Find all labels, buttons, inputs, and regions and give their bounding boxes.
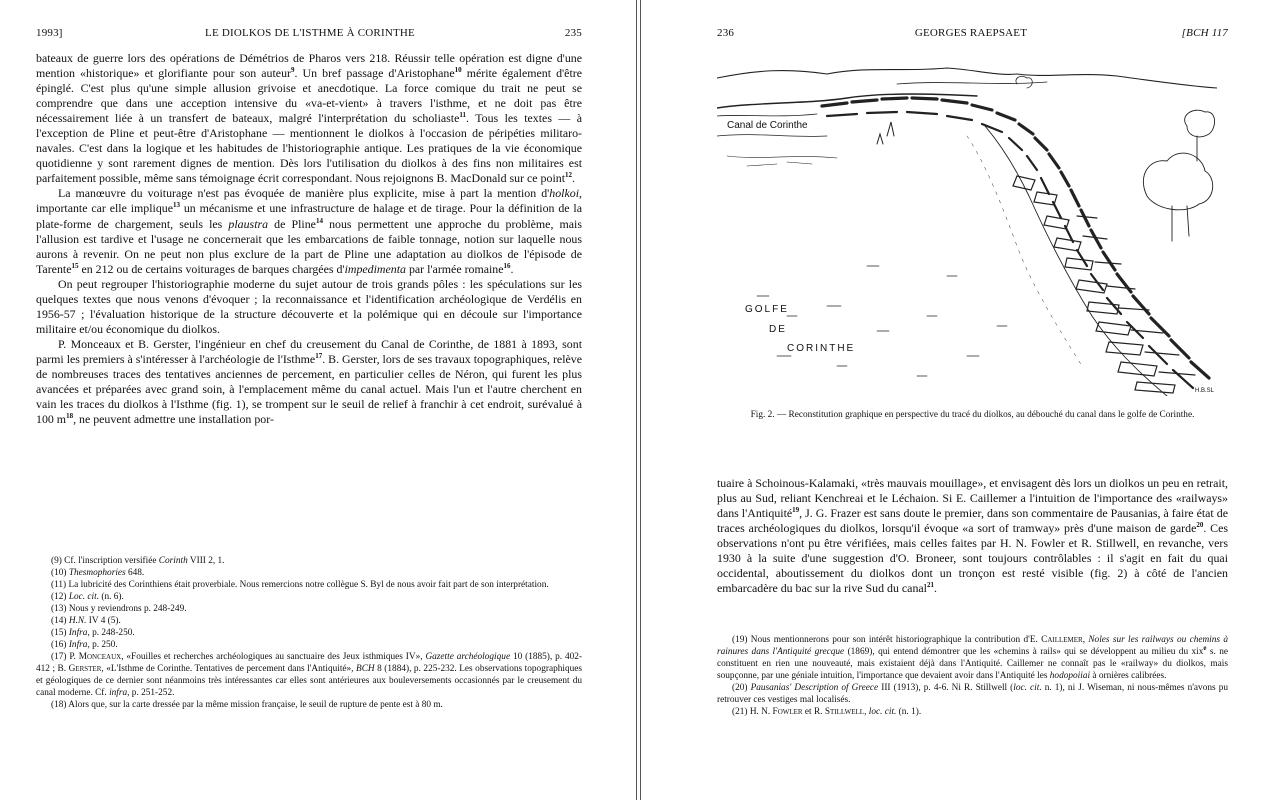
header-volume-year: 1993] <box>36 27 63 39</box>
figure-caption: Fig. 2. — Reconstitution graphique en perspective du tracé du diolkos, au débouché du canal dans le golfe de Corinthe. <box>750 410 1195 420</box>
footnote: (16) Infra, p. 250. <box>51 640 118 650</box>
diolkos-drawing <box>717 66 1217 396</box>
footnote: (20) Pausanias' Description of Greece III (1913), p. 4-6. Ni R. Stillwell (loc. cit. n. 1), ni J. Wiseman, ni nous-mêmes n'avons pu retrouver ces vestiges mal localisés. <box>717 683 1228 705</box>
paragraph: On peut regrouper l'historiographie moderne du sujet autour de trois grands pôles : les spéculations sur les quelques textes que nous venons d'évoquer ; la reconnaissance et l'identification archéologique de Verdélis en 1956-57 ; l'évaluation historique de la structure découverte et la polémique qui en découle sur l'importance militaire et/ou économique du diolkos. <box>36 276 582 336</box>
label-canal: Canal de Corinthe <box>727 120 808 131</box>
label-gulf-1: GOLFE <box>745 304 789 315</box>
header-running-title: LE DIOLKOS DE L'ISTHME À CORINTHE <box>205 27 415 39</box>
footnotes <box>36 555 582 711</box>
footnote: (13) Nous y reviendrons p. 248-249. <box>51 604 187 614</box>
footnote: (11) La lubricité des Corinthiens était proverbiale. Nous remercions notre collègue S. Byl de nous avoir fait part de son interprétation. <box>51 580 549 590</box>
paragraph: P. Monceaux et B. Gerster, l'ingénieur en chef du creusement du Canal de Corinthe, de 1881 à 1893, sont parmi les premiers à s'intéresser à l'archéologie de l'Isthme$^{17}$. B. Gerster, lors de ses travaux topographiques, relève de nombreuses traces des tentatives anciennes de percement, en particulier celles de Néron, qui furent les plus avancées et préparées avec grand soin, à l'emplacement même du canal actuel. Mais l'un et l'autre cherchent en vain les traces du diolkos à l'Isthme (fig. 1), se trompent sur le seuil de relief à franchir à cet endroit, surévalué à 100 $m^{18}$, ne peuvent admettre une installation por- <box>36 336 582 427</box>
header-author: GEORGES RAEPSAET <box>914 27 1028 39</box>
footnote: (9) Cf. l'inscription versifiée Corinth VIII 2, 1. <box>51 556 225 566</box>
page-number: 235 <box>564 27 582 39</box>
footnotes <box>717 634 1228 718</box>
paragraph: La manœuvre du voiturage n'est pas évoquée de manière plus explicite, mise à part la mention d'holkoi, importante car elle implique$^{13}$ un mécanisme et une infrastructure de halage et de tirage. Pour la définition de la plate-forme de chargement, seuls les plaustra de Pline$^{14}$ nous permettent une approche du problème, mais l'allusion est tardive et l'usage ne concernerait que les embarcations de faible tonnage, notion sur laquelle nous aurons à revenir. On ne peut non plus exclure de la part de Pline une adaptation au diolkos de l'épisode de Tarente$^{15}$ en 212 ou de certains voiturages de barques chargées d'impedimenta par l'armée romaine$^{16}$. <box>36 186 582 276</box>
right-page <box>641 0 1262 800</box>
label-gulf-3: CORINTHE <box>787 343 856 354</box>
header-journal: [BCH 117 <box>1181 27 1228 39</box>
page-number: 236 <box>717 27 735 39</box>
paragraph: bateaux de guerre lors des opérations de Démétrios de Pharos vers 218. Réussir telle opération est digne d'une mention «historique» et glorifiante pour son auteur$^9$. Un bref passage d'Aristophane$^{10}$ mérite également d'être épinglé. C'est plus qu'une simple allusion grivoise et anecdotique. La force comique du trait ne peut se comprendre que dans une acception intensive du «va-et-vient» à travers l'isthme, et ne doit pas être nécessairement liée à un transfert de bateaux, malgré l'interprétation du scholiaste$^{11}$. Tous les textes — à l'exception de Pline et peut-être d'Aristophane — mentionnent le diolkos à l'occasion de péripéties militaro-navales. C'est dans la logique et les habitudes de l'historiographie antique. Les pratiques de la vie économique quotidienne y sont rarement dignes de mention. Dès lors l'utilisation du diolkos à des fins non militaires est parfaitement possible, même sans témoignage écrit correspondant. Nous rejoignons B. MacDonald sur ce point$^{12}$. <box>36 51 582 186</box>
footnote: (17) P. Monceaux, «Fouilles et recherches archéologiques au sanctuaire des Jeux isthmiques IV», Gazette archéologique 10 (1885), p. 402-412 ; B. Gerster, «L'Isthme de Corinthe. Tentatives de percement dans l'Antiquité», BCH 8 (1884), p. 225-232. Les observations topographiques et géologiques de ce dernier sont néanmoins très intéressantes car elles sont antérieures aux bouleversements occasionnés par le creusement du canal moderne. Cf. infra, p. 251-252. <box>36 652 582 698</box>
footnote: (19) Nous mentionnerons pour son intérêt historiographique la contribution d'E. Caillemer, Noles sur les railways ou chemins à rainures dans l'Antiquité grecque (1869), qui entend démontrer que les «chemins à rails» qui se développent au milieu du xix$^e$ s. ne constituent en rien une nouveauté, mais existaient déjà dans l'Antiquité. Caillemer ne connaît pas le «railway» du diolkos, mais soupçonne, par une géniale intuition, l'importance que devaient avoir dans l'Antiquité les hodopoiiai à ornières calibrées. <box>717 635 1229 681</box>
footnote: (18) Alors que, sur la carte dressée par la même mission française, le seuil de rupture de pente est à 80 m. <box>51 700 443 710</box>
main-text <box>717 476 1228 596</box>
artist-signature: H.B.SL <box>1195 388 1215 394</box>
footnote: (12) Loc. cit. (n. 6). <box>51 592 124 602</box>
paragraph: tuaire à Schoinous-Kalamaki, «très mauvais mouillage», et envisagent dès lors un diolkos un peu en retrait, plus au Sud, reliant Kenchreai et le Léchaion. Si E. Caillemer a l'intuition de l'importance des «railways» dans l'Antiquité$^{19}$, J. G. Frazer est sans doute le premier, dans son commentaire de Pausanias, à faire état de traces archéologiques du diolkos, lorsqu'il évoque «a sort of tramway» près d'une maison de garde$^{20}$. Ces observations n'ont pu être vérifiées, mais celles faites par H. N. Fowler et R. Stillwell, en revanche, vers 1930 à la suite d'une suggestion d'O. Broneer, sont toujours contrôlables : il s'agit en fait du quai occidental, aboutissement du diolkos dont un tronçon est resté visible (fig. 2) à côté de l'ancien embarcadère du bac sur la rive Sud du canal$^{21}$. <box>717 476 1228 596</box>
main-text <box>36 51 582 427</box>
label-gulf-2: DE <box>769 324 787 335</box>
footnote: (14) H.N. IV 4 (5). <box>51 616 121 626</box>
footnote: (10) Thesmophories 648. <box>51 568 145 578</box>
footnote: (21) H. N. Fowler et R. Stillwell, loc. cit. (n. 1). <box>732 707 922 717</box>
footnote: (15) Infra, p. 248-250. <box>51 628 135 638</box>
